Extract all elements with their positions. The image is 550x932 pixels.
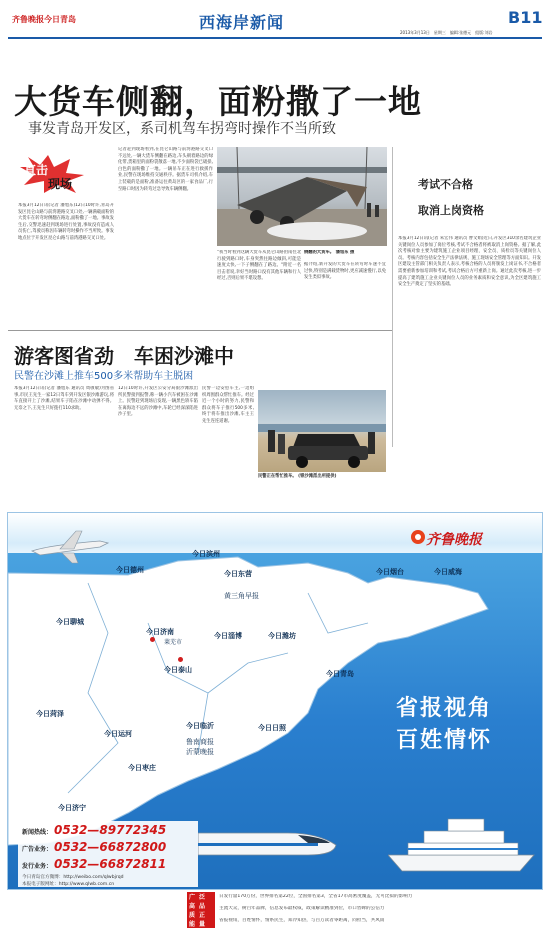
sun-logo-icon [410, 529, 426, 545]
city-jinan: 今日济南 [146, 628, 174, 636]
sidebar-body: 本报3月12日讯(记者 朱宏伟 通讯员 曹文娟)近日,开发区310余名建筑企业关键岗位人员参加了岗位考核,考试不合格者将被取消上岗资格。据了解,此次考核对象主要为建筑施工企业项目经理、安全员、质检员等关键岗位人员。考核内容包括安全生产法律法规、施工现场安全管理等方面知识。开发区建设主管部门相关负责人表示,考核合格的人员将颁发上岗证书,不合格者需要重新参加培训和考试,考试合格后方可重新上岗。通过此次考核,进一步提高了建筑施工企业关键岗位人员的业务素质和安全意识,为全区建筑施工安全生产奠定了坚实的基础。 [398, 236, 541, 288]
section-title: 西海岸新闻 [199, 13, 285, 32]
city-linyi: 今日临沂 [186, 722, 214, 730]
label-lunan: 鲁南商报 [186, 738, 214, 746]
masthead-rule [8, 37, 542, 39]
hotline-label-3: 发行业务： [22, 863, 53, 870]
sidebar-title-1: 考试不合格 [418, 178, 473, 191]
masthead [0, 0, 550, 42]
info-strip [7, 890, 543, 930]
lead-quote: "我当时看到这辆大货车从昆仑山路由南往北行驶到路口时,车身突然往路边倾斜,可能是速度太快,一下子侧翻在了路边。"附近一名目击者说,幸好当时路口没有其他车辆和行人经过,否则后果不堪设想。 [217, 250, 301, 282]
label-laiwu: 莱芜市 [164, 639, 183, 646]
ad-slogan-2: 百姓情怀 [396, 727, 493, 753]
city-yantai: 今日烟台 [376, 568, 404, 576]
city-weifang: 今日潍坊 [268, 632, 296, 640]
info-tag-5: 质 [189, 912, 196, 919]
hotline-label-2: 广告业务： [22, 846, 53, 853]
cruise-ship-icon [388, 813, 538, 873]
lead-body-col-1: 本报3月12日讯(记者 潘旭东)12日10时许,青岛开发区昆仑山路与前湾港路交叉口处,一辆满载面粉的大货车在转弯时侧翻在路边,面粉撒了一地。事故发生后,交警迅速赶到现场进行处置,事故没有造成人员伤亡,驾驶员称因车辆转弯时操作不当所致。事发地点位于开发区昆仑山路与前湾港路交叉口处。 [18, 203, 114, 241]
ad-slogan-1: 省报视角 [396, 695, 493, 721]
city-dot-jinan [150, 637, 155, 642]
city-zaozhuang: 今日枣庄 [128, 764, 156, 772]
hotline-3: 0532—66872811 [54, 857, 167, 871]
info-line-3: 省报视角，百姓情怀，情系民生，知冷知热，与百万读者零距离，同担当，共风雨 [219, 918, 385, 923]
hotline-2: 0532—66872800 [54, 840, 167, 854]
weibo-link[interactable]: 今日青岛官方微博：http://weibo.com/qlwbjrqd [22, 875, 124, 880]
city-qingdao: 今日青岛 [326, 670, 354, 678]
lead-photo [217, 147, 387, 246]
live-badge-label-b: 现场 [48, 177, 73, 191]
city-liaocheng: 今日聊城 [56, 618, 84, 626]
live-badge-label-a: 直击 [24, 163, 49, 177]
sidebar-title-2: 取消上岗资格 [418, 204, 484, 217]
second-caption: 民警正在帮忙推车。 (银沙滩派出所提供) [258, 474, 337, 479]
info-line-2: 主流大众，树百年品牌，信息发布最权威，政策解读精准到位，市口皆碑的公信力 [219, 906, 385, 911]
info-tag-8: 量 [199, 921, 206, 928]
label-yimeng: 沂蒙晚报 [186, 748, 214, 756]
city-jining: 今日济宁 [58, 804, 86, 812]
info-tag-4: 品 [199, 903, 206, 910]
lead-caption: 侧翻的大货车。 潘旭东 摄 [304, 250, 355, 255]
city-binzhou: 今日滨州 [192, 550, 220, 558]
airplane-icon [30, 527, 110, 567]
second-subhead: 民警在沙滩上推车500多米帮助车主脱困 [14, 371, 194, 382]
car-on-beach-photo [258, 390, 386, 472]
info-tag-2: 泛 [199, 894, 206, 901]
second-body-col-2: 12日10时许,开发区公安分局银沙滩派出所民警接到报警,称一辆小汽车被困在沙滩上。民警赶到现场后发现,一辆黑色轿车陷在离海边不远的沙滩中,车轮已经深深陷进沙子里。 [118, 386, 198, 418]
ad-logo: 齐鲁晚报 [426, 532, 482, 548]
sidebar-divider [392, 147, 393, 447]
web-link[interactable]: 本报电子版网址：http://www.qlwb.com.cn [22, 882, 115, 887]
lead-headline: 大货车侧翻，面粉撒了一地 [14, 82, 422, 121]
city-yunhe: 今日运河 [104, 730, 132, 738]
second-rule [8, 330, 392, 331]
city-heze: 今日菏泽 [36, 710, 64, 718]
ad-panel [7, 512, 543, 890]
info-tag-6: 正 [199, 912, 206, 919]
lead-body-col-2: 记者赶到现场看到,在昆仑山路与前湾港路交叉口不远处,一辆大货车侧翻在路边,车头朝着路边的绿化带,货箱里的面粉袋散落一地,不少面粉袋已破损,白色的面粉撒了一地。一辆吊车正在进行救援作业,民警在现场维持交通秩序。据货车司机介绍,车上装载的是面粉,准备运往黄岛区的一家食品厂,行至路口时因为转弯过急导致车辆侧翻。 [118, 147, 213, 192]
lead-subhead: 事发青岛开发区，系司机驾车拐弯时操作不当所致 [28, 121, 336, 137]
city-dongying: 今日东营 [224, 570, 252, 578]
page-meta: 2013年3月13日 星期三 编辑:张德元 组版:刘岩 [400, 30, 493, 35]
info-tag-7: 能 [189, 921, 196, 928]
second-headline: 游客图省劲 车困沙滩中 [14, 344, 234, 368]
second-body-col-3: 民警一边安慰车主,一边组织周围群众帮忙推车。经过近一个小时的努力,民警和群众将车子推行500多米,终于将车推出沙滩,车主王先生连连道谢。 [202, 386, 254, 424]
second-body-col-1: 本报3月12日讯(记者 潘旭东 通讯员 周敬敏)为图省事,市民王先生一家12日驾车到开发区银沙滩游玩,将车直接开上了沙滩,结果车子陷在沙滩中动弹不得。无奈之下,王先生只好拨打110求助。 [14, 386, 114, 411]
city-weihai: 今日威海 [434, 568, 462, 576]
info-tag-3: 高 [189, 903, 196, 910]
city-dot-laiwu [178, 657, 183, 662]
city-zibo: 今日淄博 [214, 632, 242, 640]
city-rizhao: 今日日照 [258, 724, 286, 732]
hotline-label-1: 新闻热线： [22, 829, 53, 836]
overturned-truck-photo [217, 147, 387, 246]
info-line-1: 日发行量170万份，世界排名第22位，全国排名第3，全省17市高密度覆盖，无可比拟的影响力 [219, 894, 413, 899]
lead-note: 据介绍,新开发的大货车在转弯时车速不宜过快,特别是满载货物时,更应减速慢行,以免发生类似事故。 [304, 262, 386, 281]
live-badge [18, 153, 98, 195]
city-dezhou: 今日德州 [116, 566, 144, 574]
bullet-train-icon [198, 825, 338, 865]
masthead-logo: 齐鲁晚报今日青岛 [12, 15, 76, 24]
label-huangsanjiao: 黄三角早报 [224, 592, 259, 600]
info-tag-1: 广 [189, 894, 196, 901]
page-number: B11 [508, 8, 543, 27]
city-taishan: 今日泰山 [164, 666, 192, 674]
hotline-1: 0532—89772345 [54, 823, 167, 837]
second-photo [258, 390, 386, 472]
